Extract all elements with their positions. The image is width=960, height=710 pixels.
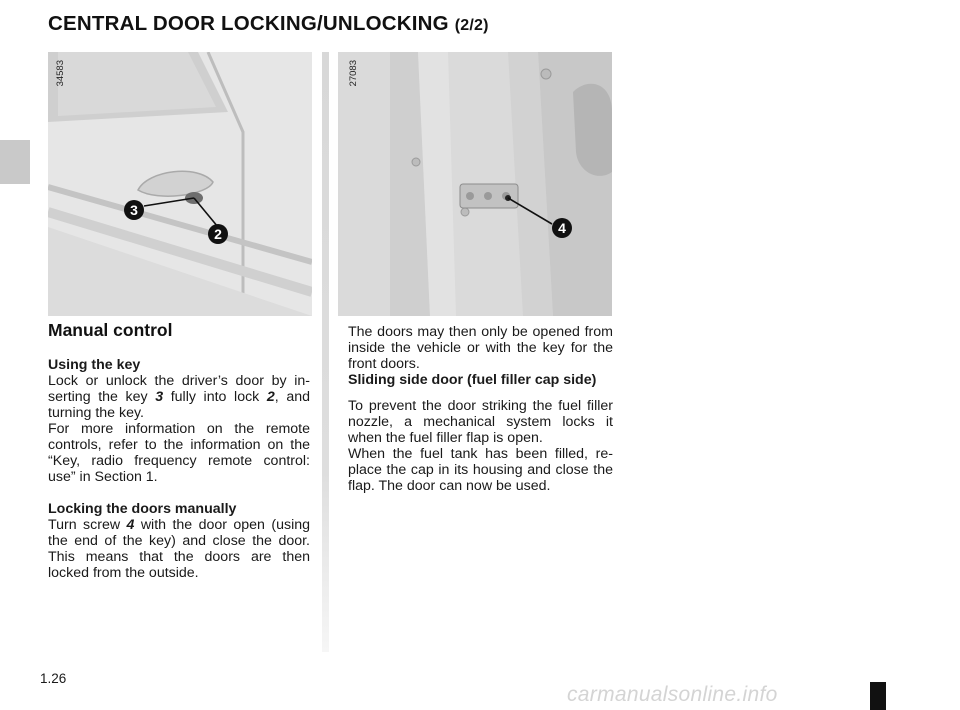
using-key-text-1: Lock or unlock the driver’s door by in-serting the key bbox=[48, 373, 310, 405]
using-key-block bbox=[48, 357, 310, 485]
remote-info-paragraph: For more information on the remote controls, refer to the information on the “Key, radio frequency remote control: use” in Section 1. bbox=[48, 421, 310, 485]
callout-2-marker: 2 bbox=[208, 224, 228, 244]
section-tab bbox=[0, 140, 30, 184]
using-key-paragraph bbox=[48, 373, 310, 421]
title-part: (2/2) bbox=[454, 17, 489, 34]
figure-code: 27083 bbox=[348, 60, 359, 87]
callout-4-marker: 4 bbox=[552, 218, 572, 238]
title-text: CENTRAL DOOR LOCKING/UNLOCKING bbox=[48, 12, 449, 35]
fuel-nozzle-paragraph: To prevent the door striking the fuel filler nozzle, a mechanical system locks it when the fuel filler flap is open. bbox=[348, 398, 613, 446]
page-title bbox=[48, 12, 489, 36]
page-number: 1.26 bbox=[40, 671, 67, 686]
sliding-door-subheading: Sliding side door (fuel filler cap side) bbox=[348, 372, 597, 388]
watermark: carmanualsonline.info bbox=[567, 683, 778, 706]
door-handle-drawing bbox=[48, 52, 312, 316]
door-lock-drawing bbox=[338, 52, 612, 316]
locking-manually-paragraph bbox=[48, 517, 310, 581]
section-heading: Manual control bbox=[48, 320, 173, 340]
lock-reference: 2 bbox=[266, 389, 275, 405]
key-reference: 3 bbox=[155, 389, 164, 405]
right-column-text bbox=[348, 324, 613, 494]
using-key-text-3: , and turning the key. bbox=[48, 389, 310, 421]
figure-code: 34583 bbox=[55, 60, 66, 87]
screw-reference: 4 bbox=[126, 517, 135, 533]
page-corner-mark bbox=[870, 682, 886, 710]
using-key-subheading: Using the key bbox=[48, 357, 141, 373]
locking-text-1: Turn screw bbox=[48, 517, 127, 533]
locking-text-2: with the door open (using the end of the key) and close the door. This means that the doors are then locked from the outside. bbox=[48, 517, 310, 581]
fuel-cap-paragraph: When the fuel tank has been filled, re-place the cap in its housing and close the flap. The door can now be used. bbox=[348, 446, 613, 494]
locking-manually-subheading: Locking the doors manually bbox=[48, 501, 237, 517]
door-handle-illustration bbox=[48, 52, 312, 316]
doors-intro-paragraph: The doors may then only be opened from inside the vehicle or with the key for the front doors. bbox=[348, 324, 613, 372]
left-column-text bbox=[48, 357, 310, 597]
using-key-text-2: fully into lock bbox=[163, 389, 267, 405]
callout-3-marker: 3 bbox=[124, 200, 144, 220]
column-divider bbox=[322, 52, 329, 652]
door-lock-illustration bbox=[338, 52, 612, 316]
locking-manually-block bbox=[48, 501, 310, 581]
